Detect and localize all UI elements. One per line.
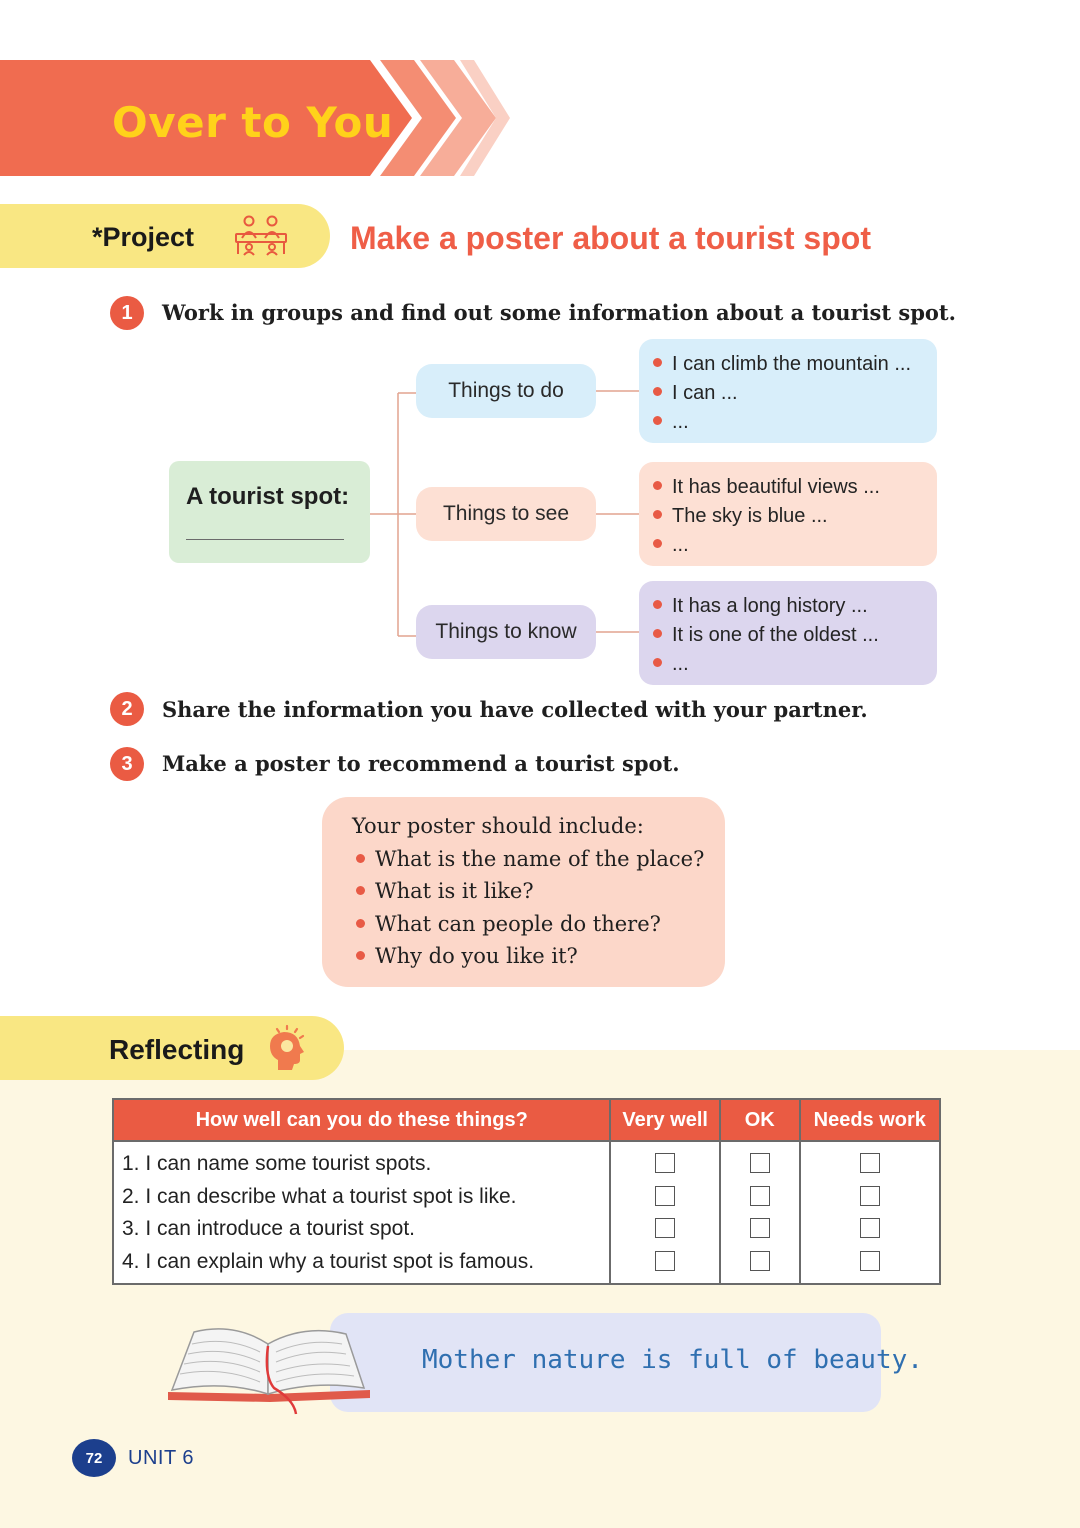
open-book-icon <box>164 1314 374 1416</box>
step-number-2: 2 <box>110 692 144 726</box>
detail-item: I can climb the mountain ... <box>653 350 923 379</box>
project-label: *Project <box>92 222 195 252</box>
poster-include-item: What is it like? <box>356 879 534 903</box>
bullet-dot-icon <box>653 658 662 667</box>
category-things-to-do: Things to do <box>416 364 596 418</box>
needs-work-column <box>800 1141 940 1284</box>
ok-checkbox[interactable] <box>750 1251 770 1271</box>
detail-item: I can ... <box>653 379 923 408</box>
unit-label: UNIT 6 <box>128 1447 194 1469</box>
step-text-2: Share the information you have collected with your partner. <box>162 697 868 722</box>
reflecting-label: Reflecting <box>109 1034 245 1065</box>
very-well-checkbox[interactable] <box>655 1186 675 1206</box>
details-things-to-know <box>639 581 937 685</box>
bullet-dot-icon <box>653 510 662 519</box>
category-things-to-see: Things to see <box>416 487 596 541</box>
head-lightbulb-icon <box>266 1024 310 1072</box>
detail-item: It has a long history ... <box>653 592 923 621</box>
poster-include-item: What can people do there? <box>356 912 661 936</box>
table-header-question: How well can you do these things? <box>113 1099 610 1141</box>
details-things-to-do <box>639 339 937 443</box>
banner-title: Over to You <box>112 98 394 147</box>
reflecting-table <box>112 1098 941 1283</box>
table-row: 4. I can explain why a tourist spot is famous. <box>122 1249 535 1273</box>
project-title: Make a poster about a tourist spot <box>350 220 871 256</box>
detail-item: ... <box>653 650 923 679</box>
poster-include-item: What is the name of the place? <box>356 847 704 871</box>
bullet-dot-icon <box>653 539 662 548</box>
detail-item: ... <box>653 408 923 437</box>
bullet-dot-icon <box>356 854 365 863</box>
very-well-checkbox[interactable] <box>655 1218 675 1238</box>
detail-item: It has beautiful views ... <box>653 473 923 502</box>
needs-work-checkbox[interactable] <box>860 1251 880 1271</box>
very-well-checkbox[interactable] <box>655 1153 675 1173</box>
detail-item: The sky is blue ... <box>653 502 923 531</box>
needs-work-checkbox[interactable] <box>860 1218 880 1238</box>
tourist-spot-label: A tourist spot: <box>186 483 350 510</box>
detail-item: ... <box>653 531 923 560</box>
bullet-dot-icon <box>653 481 662 490</box>
table-header-needs-work: Needs work <box>800 1099 940 1141</box>
step-number-3: 3 <box>110 747 144 781</box>
table-row: 3. I can introduce a tourist spot. <box>122 1217 415 1240</box>
table-row: 2. I can describe what a tourist spot is like. <box>122 1184 517 1208</box>
very-well-column <box>610 1141 720 1284</box>
bullet-dot-icon <box>653 387 662 396</box>
bullet-dot-icon <box>653 600 662 609</box>
tourist-spot-blank-line <box>186 539 344 540</box>
bullet-dot-icon <box>356 919 365 928</box>
details-things-to-see <box>639 462 937 566</box>
poster-include-heading: Your poster should include: <box>352 814 644 838</box>
poster-include-item: Why do you like it? <box>356 944 578 968</box>
bullet-dot-icon <box>356 951 365 960</box>
tourist-spot-box <box>169 461 370 563</box>
very-well-checkbox[interactable] <box>655 1251 675 1271</box>
needs-work-checkbox[interactable] <box>860 1186 880 1206</box>
quote-text: Mother nature is full of beauty. <box>422 1345 923 1375</box>
ok-checkbox[interactable] <box>750 1153 770 1173</box>
needs-work-checkbox[interactable] <box>860 1153 880 1173</box>
ok-checkbox[interactable] <box>750 1218 770 1238</box>
page-number-badge: 72 <box>72 1439 116 1477</box>
step-number-1: 1 <box>110 296 144 330</box>
bullet-dot-icon <box>653 416 662 425</box>
step-text-1: Work in groups and find out some information about a tourist spot. <box>162 300 956 325</box>
bullet-dot-icon <box>653 629 662 638</box>
table-header-ok: OK <box>720 1099 800 1141</box>
ok-checkbox[interactable] <box>750 1186 770 1206</box>
bullet-dot-icon <box>356 886 365 895</box>
detail-item: It is one of the oldest ... <box>653 621 923 650</box>
ok-column <box>720 1141 800 1284</box>
table-header-very-well: Very well <box>610 1099 720 1141</box>
step-text-3: Make a poster to recommend a tourist spot. <box>162 751 680 776</box>
category-things-to-know: Things to know <box>416 605 596 659</box>
bullet-dot-icon <box>653 358 662 367</box>
table-items-cell <box>113 1141 610 1284</box>
table-row: 1. I can name some tourist spots. <box>122 1152 432 1175</box>
